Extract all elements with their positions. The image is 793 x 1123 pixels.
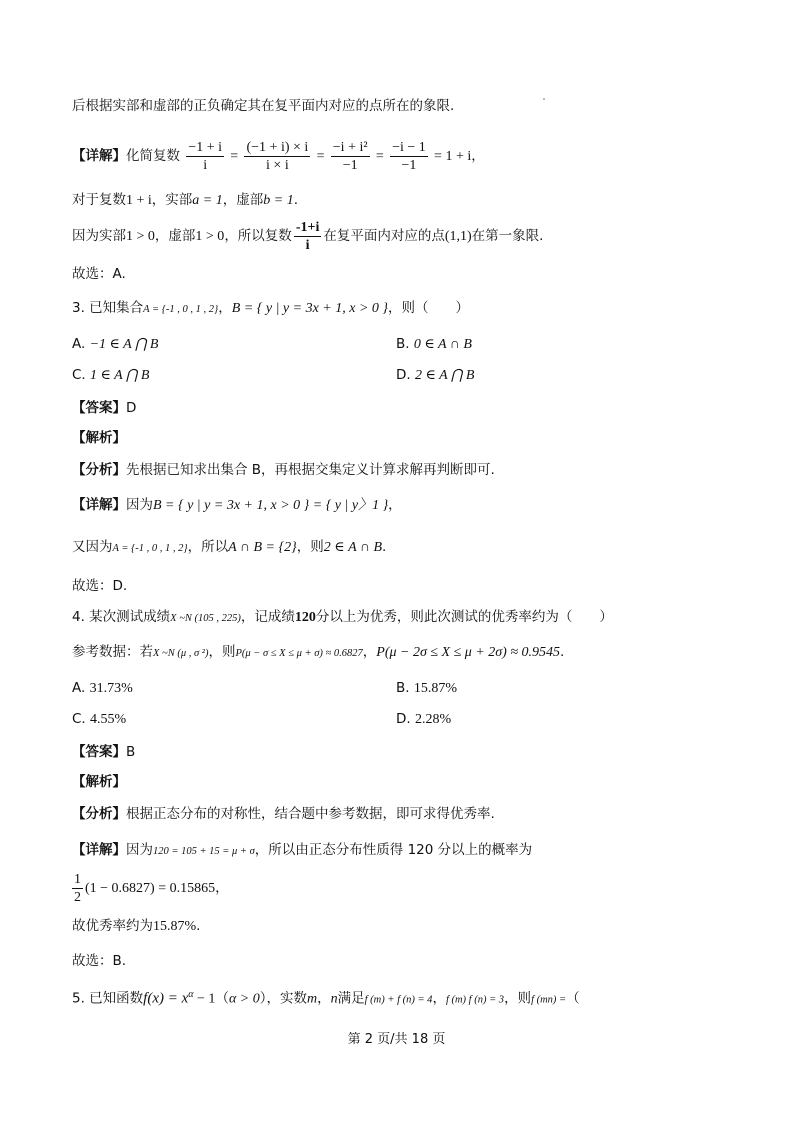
text: 4. 某次测试成绩 [72, 609, 171, 625]
math: 120 = 105 + 15 = μ + σ [153, 846, 255, 857]
math: P(μ − σ ≤ X ≤ μ + σ) ≈ 0.6827 [235, 648, 363, 659]
answer-value: B [126, 744, 136, 760]
detail-tag: 【详解】 [72, 842, 126, 858]
q4-answer-line [72, 742, 135, 762]
fraction-5: $\frac{-1+i}{i}$ [295, 219, 320, 253]
text: ），实数 [259, 990, 307, 1007]
q2-quadrant-line [72, 216, 543, 257]
text: ，虚部 [154, 228, 196, 244]
q3-option-b: B. 0 ∈ A ∩ B [396, 336, 472, 352]
analysis-tag: 【分析】 [72, 806, 126, 822]
fraction-3: $\frac{\text{−i + i²}}{-1}$ [332, 139, 368, 173]
math: 1 > 0 [126, 229, 155, 244]
q2-detail-line [72, 136, 485, 177]
text: 又因为 [72, 539, 113, 555]
fraction-1: $\frac{-1 + i}{i}$ [188, 139, 222, 173]
fraction-4: $\frac{-i - 1}{-1}$ [392, 139, 426, 173]
text: 在第一象限. [471, 228, 544, 244]
q2-real-imag-line [72, 190, 298, 211]
text: ，则 [208, 644, 236, 660]
q4-reference [72, 642, 564, 664]
text: ， [317, 990, 331, 1007]
math: A ∩ B = {2} [228, 540, 297, 555]
text: . [382, 539, 387, 555]
text: . [196, 918, 201, 934]
text: ，所以 [187, 539, 229, 555]
q3-option-a: A. −1 ∈ A ⋂ B [72, 336, 159, 352]
equals: = [316, 149, 325, 164]
result: = 1 + i [434, 149, 472, 164]
text: 3. 已知集合 [72, 300, 144, 316]
math: b = 1 [263, 193, 294, 208]
text: ， [388, 497, 402, 513]
q3-answer: 故选：D. [72, 578, 128, 594]
detail-tag: 【详解】 [72, 148, 126, 164]
math: f (mn) = [531, 994, 567, 1006]
math: A = {-1 , 0 , 1 , 2} [143, 304, 219, 315]
math: P(μ − 2σ ≤ X ≤ μ + 2σ) ≈ 0.9545 [376, 645, 561, 660]
analysis-tag: 【分析】 [72, 462, 126, 478]
math: m [306, 991, 318, 1007]
q3-stem [72, 298, 469, 320]
text: ，所以由正态分布性质得 120 分以上的概率为 [254, 842, 533, 858]
q3-analysis-tag: 【解析】 [72, 430, 126, 446]
math: 2 ∈ A ∩ B [323, 540, 383, 555]
punct: ， [471, 148, 485, 164]
text: ，则（ ） [388, 300, 470, 316]
q4-answer: 故选：B. [72, 953, 127, 969]
q3-detail-line [72, 495, 402, 516]
text: 对于复数 [72, 192, 126, 208]
text: （ [215, 990, 229, 1007]
math: (1,1) [444, 229, 472, 244]
q4-detail-line [72, 840, 532, 862]
math: 1 + i [126, 193, 152, 208]
intro-text: 后根据实部和虚部的正负确定其在复平面内对应的点所在的象限. [72, 98, 455, 114]
q5-stem [72, 985, 580, 1011]
q3-detail-line-2 [72, 537, 386, 559]
q4-analysis-tag: 【解析】 [72, 774, 126, 790]
q4-option-d: D. 2.28% [396, 711, 452, 727]
math: X ~N (105 , 225) [170, 613, 241, 624]
text: 因为 [126, 842, 153, 858]
scan-dot [543, 98, 545, 100]
text: ， [432, 990, 446, 1007]
q4-rate-line [72, 916, 200, 937]
text: . [293, 192, 298, 208]
detail-tag: 【详解】 [72, 497, 126, 513]
text: 参考数据：若 [72, 644, 153, 660]
text: 故优秀率约为 [72, 918, 153, 934]
text: ， [362, 644, 377, 660]
answer-tag: 【答案】 [72, 400, 126, 416]
q2-answer: 故选：A. [72, 266, 126, 282]
text: . [560, 644, 565, 660]
equals: = [230, 149, 239, 164]
q4-calc-line [70, 868, 229, 909]
math: B = { y | y = 3x + 1, x > 0 } = { y | y〉1 } [153, 498, 389, 513]
text: 5. 已知函数 [72, 990, 144, 1007]
math: 15.87% [153, 919, 197, 934]
math: f (m) + f (n) = 4 [364, 994, 433, 1006]
math: (1 − 0.6827) = 0.15865 [85, 881, 216, 896]
equals: = [375, 149, 384, 164]
text: ，实部 [151, 192, 193, 208]
text: ，则 [504, 990, 532, 1007]
answer-tag: 【答案】 [72, 744, 126, 760]
text: ， [218, 300, 232, 316]
text: ，则 [296, 539, 324, 555]
fraction-half: $\frac{1}{2}$ [74, 871, 81, 905]
text: 满足 [337, 990, 365, 1007]
q4-stem [72, 607, 613, 629]
text: 在复平面内对应的点 [323, 228, 445, 244]
text: ，记成绩 [240, 609, 295, 625]
answer-value: D [126, 400, 137, 416]
math: f (m) f (n) = 3 [445, 994, 505, 1006]
math: A = {-1 , 0 , 1 , 2} [112, 543, 188, 554]
q4-analysis-line [72, 804, 495, 824]
q3-option-d: D. 2 ∈ A ⋂ B [396, 367, 475, 383]
text: 因为实部 [72, 228, 126, 244]
q3-option-c: C. 1 ∈ A ⋂ B [72, 367, 150, 383]
fraction-2: $\frac{(-1 + i) \times i}{i \times i}$ [246, 139, 309, 173]
math: B = { y | y = 3x + 1, x > 0 } [231, 301, 389, 316]
q4-option-a: A. 31.73% [72, 680, 133, 696]
analysis-text: 先根据已知求出集合 B，再根据交集定义计算求解再判断即可. [126, 462, 495, 478]
math: 1 > 0 [195, 229, 225, 244]
text: 分以上为优秀，则此次测试的优秀率约为（ ） [315, 609, 613, 625]
math: X ~N (μ , σ ²) [153, 648, 209, 659]
text: ， [215, 880, 229, 896]
analysis-text: 根据正态分布的对称性，结合题中参考数据，即可求得优秀率. [126, 806, 495, 822]
q4-option-c: C. 4.55% [72, 711, 127, 727]
math: − 1 [193, 991, 216, 1007]
math: α [188, 989, 194, 1000]
text: 因为 [126, 497, 153, 513]
math: 120 [294, 610, 316, 625]
text: （ [566, 990, 580, 1007]
q4-option-b: B. 15.87% [396, 680, 458, 696]
text: ，所以复数 [224, 228, 292, 244]
math: a = 1 [192, 193, 223, 208]
math: n [330, 991, 338, 1007]
math: α > 0 [228, 991, 260, 1007]
detail-text: 化简复数 [126, 148, 180, 164]
page-footer: 第 2 页/共 18 页 [347, 1032, 446, 1047]
math: f(x) = x [143, 990, 189, 1007]
q3-analysis-line [72, 460, 495, 480]
text: ，虚部 [222, 192, 264, 208]
q3-answer-line [72, 398, 136, 418]
